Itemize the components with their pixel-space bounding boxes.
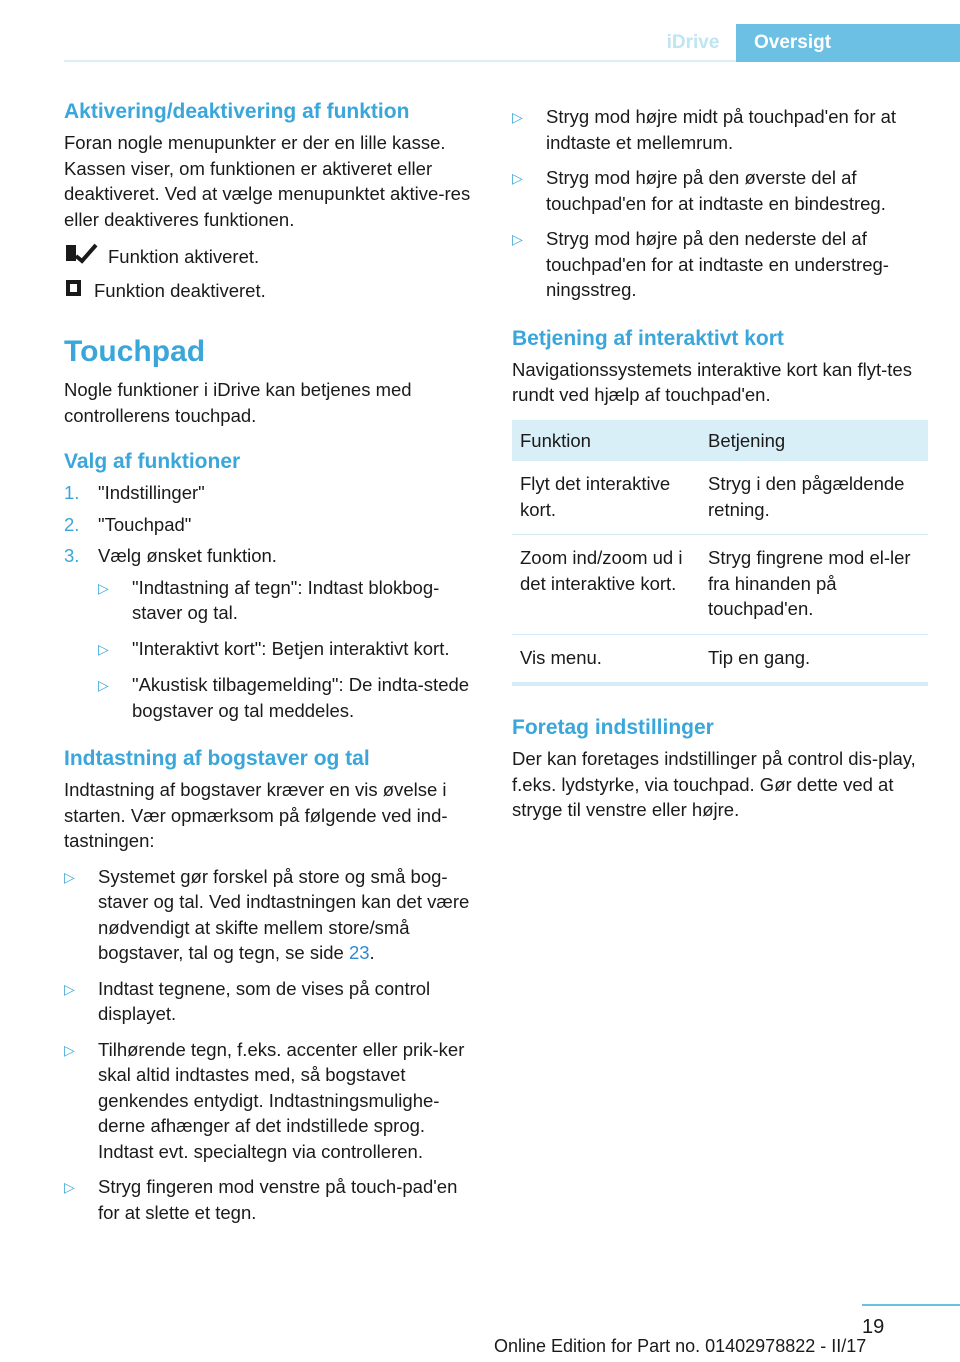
left-column: [64, 100, 478, 1235]
list-item: ▷ Systemet gør forskel på store og små bog-staver og tal. Ved indtastningen kan det være nødvendigt at skifte mellem store/små bogstaver, tal og tegn, se side 23.: [64, 864, 478, 966]
list-item: ▷ "Akustisk tilbagemelding": De indta-stede bogstaver og tal meddeles.: [98, 672, 478, 723]
triangle-bullet-icon: ▷: [64, 868, 75, 885]
step-item: 2. "Touchpad": [64, 513, 192, 535]
heading-indtastning: Indtastning af bogstaver og tal: [64, 747, 370, 770]
heading-valg: Valg af funktioner: [64, 450, 241, 473]
checkmark-box-icon: [64, 242, 98, 271]
list-item: ▷ Stryg mod højre midt på touchpad'en for at indtaste et mellemrum.: [512, 104, 928, 155]
icon-legend-activated: [64, 242, 478, 271]
paragraph-aktivering: Foran nogle menupunkter er der en lille kasse. Kassen viser, om funktionen er aktiveret eller deaktiveret. Ved at vælge menupunktet aktive-res eller deaktiveres funktionen.: [64, 132, 471, 230]
list-item: ▷ Tilhørende tegn, f.eks. accenter eller prik-ker skal altid indtastes med, så bogstavet genkendes entydigt. Indtastningsmulighe-derne afhænger af det indstillede sprog. Indtast evt. specialtegn via controlleren.: [64, 1037, 478, 1165]
table-header-betjening: Betjening: [700, 420, 928, 462]
triangle-bullet-icon: ▷: [98, 677, 109, 693]
edition-text: Online Edition for Part no. 01402978822 - II/17: [494, 1336, 867, 1356]
icon-legend-deactivated: [64, 277, 478, 306]
paragraph-indtastning: Indtastning af bogstaver kræver en vis øvelse i starten. Vær opmærksom på følgende ved ind-tastningen:: [64, 779, 448, 851]
triangle-bullet-icon: ▷: [98, 640, 109, 657]
paragraph-betjening: Navigationssystemets interaktive kort kan flyt-tes rundt ved hjælp af touchpad'en.: [512, 358, 912, 405]
list-item: ▷ Stryg mod højre på den nederste del af touchpad'en for at indtaste en understreg-ningsstreg.: [512, 226, 928, 303]
heading-touchpad: Touchpad: [64, 335, 206, 368]
tab-idrive[interactable]: iDrive: [666, 32, 720, 53]
page-number: 19: [862, 1316, 885, 1338]
triangle-bullet-icon: ▷: [512, 170, 523, 186]
steps-list: [64, 480, 478, 569]
icon-legend-deactivated-text: Funktion deaktiveret.: [94, 280, 266, 301]
triangle-bullet-icon: ▷: [512, 109, 523, 125]
footer-rule: [862, 1304, 960, 1306]
table-row: Vis menu. Tip en gang.: [512, 634, 928, 684]
triangle-bullet-icon: ▷: [98, 579, 109, 596]
indtastning-list: [64, 864, 478, 1226]
right-column: [512, 100, 928, 823]
list-item: ▷ "Indtastning af tegn": Indtast blokbog-staver og tal.: [98, 575, 478, 626]
icon-legend-activated-text: Funktion aktiveret.: [108, 245, 260, 267]
list-item: ▷ Stryg fingeren mod venstre på touch-pad'en for at slette et tegn.: [64, 1174, 478, 1225]
heading-betjening: Betjening af interaktivt kort: [512, 326, 784, 350]
swipe-list: [512, 104, 928, 303]
list-item: ▷ Indtast tegnene, som de vises på control displayet.: [64, 976, 478, 1027]
paragraph-foretag: Der kan foretages indstillinger på control dis-play, f.eks. lydstyrke, via touchpad. Gør dette ved at stryge til venstre eller højre.: [512, 748, 916, 820]
step-item: 3. Vælg ønsket funktion.: [64, 545, 277, 566]
empty-box-icon: [64, 277, 84, 306]
triangle-bullet-icon: ▷: [512, 231, 523, 247]
list-item: ▷ Stryg mod højre på den øverste del af touchpad'en for at indtaste en bindestreg.: [512, 165, 928, 216]
heading-aktivering: Aktivering/deaktivering af funktion: [64, 100, 410, 123]
sub-steps-list: [98, 575, 478, 724]
function-table: [512, 420, 928, 687]
paragraph-touchpad: Nogle funktioner i iDrive kan betjenes med controllerens touchpad.: [64, 379, 412, 426]
tab-oversigt[interactable]: Oversigt: [736, 24, 960, 62]
triangle-bullet-icon: ▷: [64, 1041, 75, 1058]
table-header-funktion: Funktion: [512, 420, 700, 462]
page-link[interactable]: 23: [348, 942, 370, 963]
triangle-bullet-icon: ▷: [64, 980, 75, 997]
list-item: ▷ "Interaktivt kort": Betjen interaktivt kort.: [98, 636, 478, 663]
table-row: Flyt det interaktive kort. Stryg i den pågældende retning.: [512, 461, 928, 535]
step-item: 1. "Indstillinger": [64, 482, 205, 503]
triangle-bullet-icon: ▷: [64, 1179, 75, 1195]
heading-foretag: Foretag indstillinger: [512, 716, 714, 739]
table-row: Zoom ind/zoom ud i det interaktive kort. Stryg fingrene mod el-ler fra hinanden på touchpad'en.: [512, 535, 928, 635]
